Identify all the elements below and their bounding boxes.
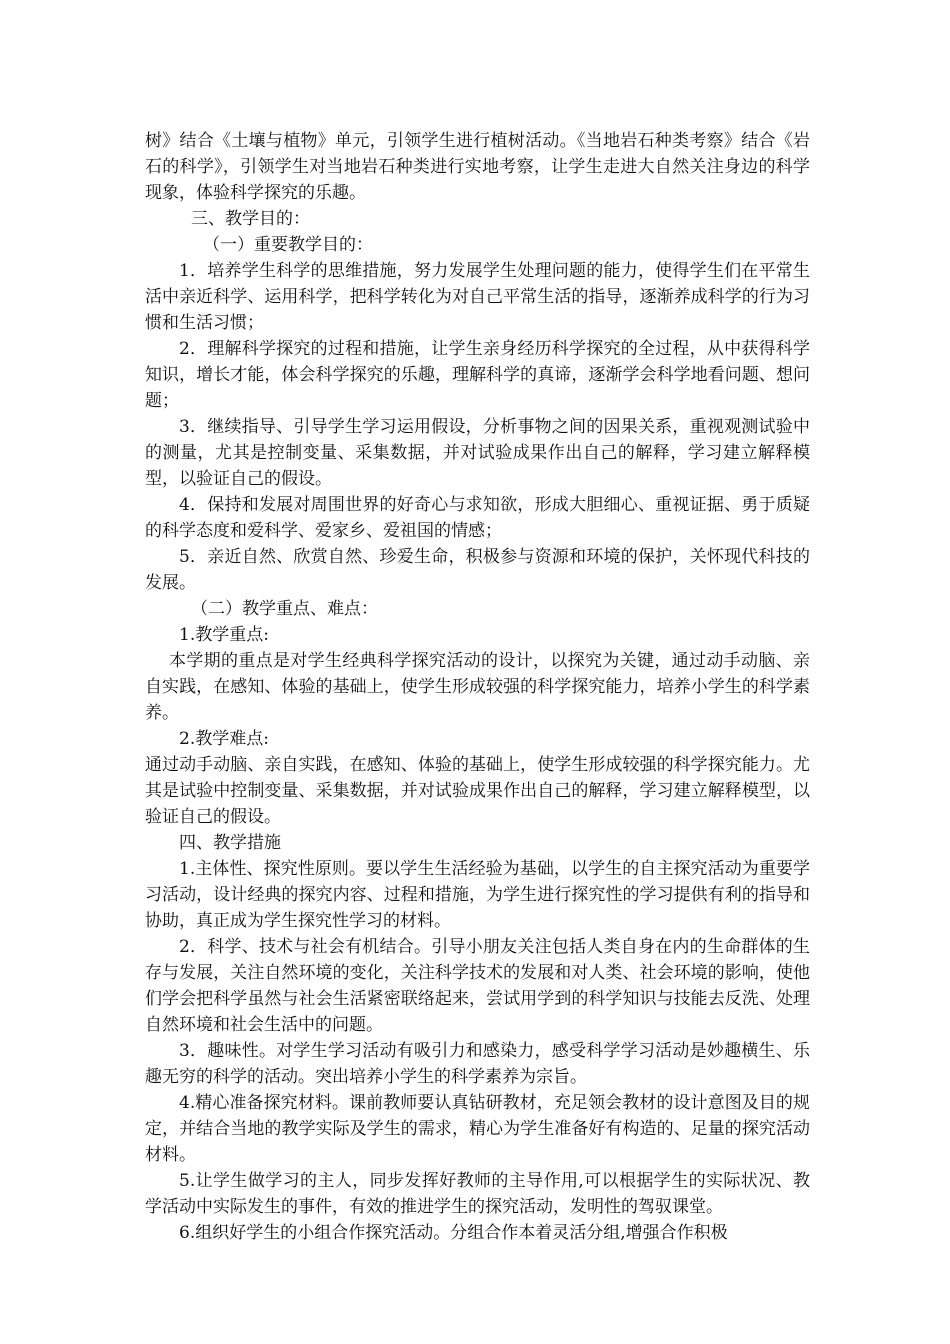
goal-item-1: 1．培养学生科学的思维措施，努力发展学生处理问题的能力，使得学生们在平常生活中亲近科学、运用科学，把科学转化为对自己平常生活的指导，逐渐养成科学的行为习惯和生活习惯； xyxy=(145,261,810,333)
intro-paragraph: 树》结合《土壤与植物》单元，引领学生进行植树活动。《当地岩石种类考察》结合《岩石的科学》，引领学生对当地岩石种类进行实地考察，让学生走进大自然关注身边的科学现象，体验科学探究的乐趣。 xyxy=(145,131,810,203)
goal-item-3: 3．继续指导、引导学生学习运用假设，分析事物之间的因果关系，重视观测试验中的测量，尤其是控制变量、采集数据，并对试验成果作出自己的解释，学习建立解释模型，以验证自己的假设。 xyxy=(145,417,810,489)
measure-item-6: 6.组织好学生的小组合作探究活动。分组合作本着灵活分组,增强合作积极 xyxy=(179,1223,728,1243)
subsection-heading-key-points: （二）教学重点、难点： xyxy=(191,599,378,619)
measure-item-4: 4.精心准备探究材料。课前教师要认真钻研教材，充足领会教材的设计意图及目的规定，并结合当地的教学实际及学生的需求，精心为学生准备好有构造的、足量的探究活动材料。 xyxy=(145,1093,810,1165)
measure-item-1: 1.主体性、探究性原则。要以学生生活经验为基础，以学生的自主探究活动为重要学习活动，设计经典的探究内容、过程和措施，为学生进行探究性的学习提供有利的指导和协助，真正成为学生探究性学习的材料。 xyxy=(145,859,810,931)
document-page xyxy=(145,128,810,1246)
measure-item-2: 2．科学、技术与社会有机结合。引导小朋友关注包括人类自身在内的生命群体的生存与发展，关注自然环境的变化，关注科学技术的发展和对人类、社会环境的影响，使他们学会把科学虽然与社会生活紧密联络起来，尝试用学到的科学知识与技能去反洗、处理自然环境和社会生活中的问题。 xyxy=(145,937,810,1035)
measure-item-3: 3．趣味性。对学生学习活动有吸引力和感染力，感受科学学习活动是妙趣横生、乐趣无穷的科学的活动。突出培养小学生的科学素养为宗旨。 xyxy=(145,1041,810,1087)
subsection-heading-main-goals: （一）重要教学目的： xyxy=(203,235,373,255)
section-heading-teaching-goals: 三、教学目的： xyxy=(191,209,310,229)
goal-item-5: 5．亲近自然、欣赏自然、珍爱生命，积极参与资源和环境的保护，关怀现代科技的发展。 xyxy=(145,547,810,593)
difficulty-body: 通过动手动脑、亲自实践，在感知、体验的基础上，使学生形成较强的科学探究能力。尤其是试验中控制变量、采集数据，并对试验成果作出自己的解释，学习建立解释模型，以验证自己的假设。 xyxy=(145,755,810,827)
difficulty-title: 2.教学难点: xyxy=(179,729,269,749)
measure-item-5: 5.让学生做学习的主人，同步发挥好教师的主导作用,可以根据学生的实际状况、教学活动中实际发生的事件，有效的推进学生的探究活动，发明性的驾驭课堂。 xyxy=(145,1171,810,1217)
goal-item-4: 4．保持和发展对周围世界的好奇心与求知欲，形成大胆细心、重视证据、勇于质疑的科学态度和爱科学、爱家乡、爱祖国的情感； xyxy=(145,495,810,541)
goal-item-2: 2．理解科学探究的过程和措施，让学生亲身经历科学探究的全过程，从中获得科学知识，增长才能，体会科学探究的乐趣，理解科学的真谛，逐渐学会科学地看问题、想问题； xyxy=(145,339,810,411)
key-point-title: 1.教学重点: xyxy=(179,625,269,645)
section-heading-teaching-measures: 四、教学措施 xyxy=(179,833,281,853)
key-point-body: 本学期的重点是对学生经典科学探究活动的设计，以探究为关键，通过动手动脑、亲自实践，在感知、体验的基础上，使学生形成较强的科学探究能力，培养小学生的科学素养。 xyxy=(145,651,810,723)
